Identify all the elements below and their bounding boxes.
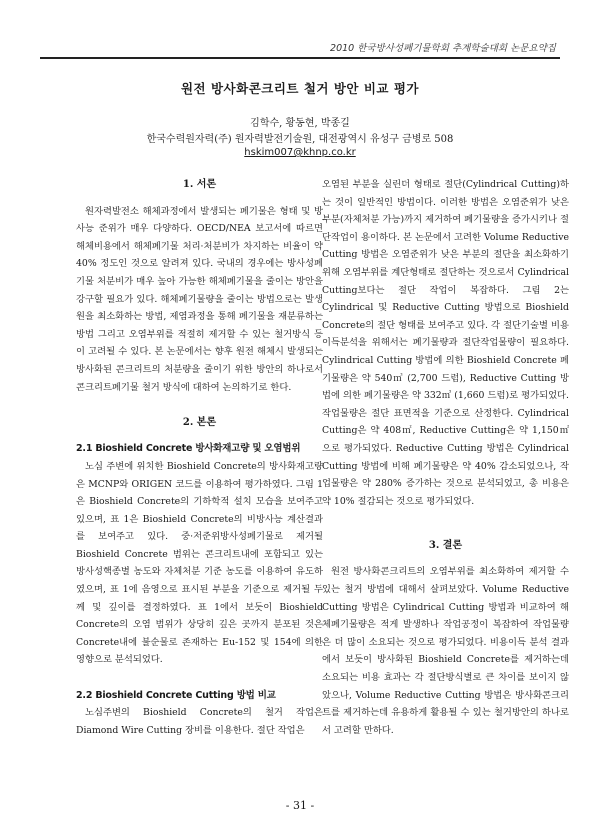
email [0, 147, 600, 158]
subsection-2-2-paragraph-start: 노심주변의 Bioshield Concrete의 철거 작업은 Diamond Wire Cutting 장비를 이용한다. 절단 작업은 [76, 707, 323, 736]
authors: 김학수, 황동현, 박종길 [250, 118, 350, 129]
left-column [76, 176, 323, 739]
body-heading: 2. 본론 [182, 416, 217, 428]
subsection-2-1-paragraph: 노심 주변에 위치한 Bioshield Concrete의 방사화재고량은 MCNP와 ORIGEN 코드를 이용하여 평가하였다. 그림 1은 Bioshield Concrete의 기하학적 설치 모습을 보여주고 있으며, 표 1은 Bioshield Concrete의 비방사능 계산결과를 보여주고 있다. 중·저준위방사성폐기물로 제거될 Bioshield Concrete 범위는 콘크리트내에 포함되고 있는 방사성핵종별 농도와 자체처분 기준 농도를 이용하여 유도하였으며, 표 1에 음영으로 표시된 부분을 기준으로 제거될 두께 및 깊이를 결정하였다. 표 1에서 보듯이 Bioshield Concrete의 오염 범위가 상당히 깊은 곳까지 분포된 것은 Concrete내에 불순물로 존재하는 Eu-152 및 154에 의한 영향으로 분석되었다. [76, 460, 323, 666]
affiliation: 한국수력원자력(주) 원자력발전기술원, 대전광역시 유성구 금병로 508 [146, 134, 454, 145]
conclusion-paragraph: 원전 방사화콘크리트의 오염부위를 최소화하여 제거할 수 있는 철거 방법에 대해서 살펴보았다. Volume Reductive Cutting 방법은 Cylindrical Cutting 방법과 비교하여 해체폐기물량은 적게 발생하나 작업공정이 복잡하여 작업물량은 더 많이 소요되는 것으로 평가되었다. 비용이득 분석 결과에서 보듯이 방사화된 Bioshield Concrete를 제거하는데 소요되는 비용 효과는 각 절단방식별로 큰 차이를 보이지 않았으나, Volume Reductive Cutting 방법은 방사화콘크리트를 제거하는데 유용하게 활용될 수 있는 철거방안의 하나로서 고려할 만하다. [322, 566, 569, 736]
paper-title: 원전 방사화콘크리트 철거 방안 비교 평가 [180, 81, 420, 96]
conference-header: 2010 한국방사성폐기물학회 추계학술대회 논문요약집 [330, 43, 556, 54]
email-link[interactable]: hskim007@khnp.co.kr [244, 147, 356, 158]
intro-paragraph: 원자력발전소 해체과정에서 발생되는 폐기물은 형태 및 방사능 준위가 매우 다양하다. OECD/NEA 보고서에 따르면 해체비용에서 해체폐기물 처리·처분비가 차지하는 비율이 약 40% 정도인 것으로 알려져 있다. 국내의 경우에는 방사성폐기물 처분비가 매우 높아 가능한 해체폐기물을 줄이는 방안을 강구할 필요가 있다. 해체폐기물량을 줄이는 방법으로는 발생원을 최소화하는 방법, 제염과정을 통해 폐기물을 재분류하는 방법 그리고 오염부위를 적절히 제거할 수 있는 철거방식 등이 고려될 수 있다. 본 논문에서는 향후 원전 해체시 발생되는 방사화된 콘크리트의 처분량을 줄이기 위한 방안의 하나로서 콘크리트폐기물 철거 방식에 대하여 논의하기로 한다. [76, 205, 323, 393]
header-rule [40, 57, 560, 59]
conclusion-heading: 3. 결론 [428, 539, 463, 551]
subsection-2-2-paragraph-continued: 오염된 부분을 실린더 형태로 절단(Cylindrical Cutting)하는 것이 일반적인 방법이다. 이러한 방법은 오염준위가 낮은 부분(자체처분 가능)까지 제거하여 폐기물량을 증가시키나 절단작업이 용이하다. 본 논문에서 고려한 Volume Reductive Cutting 방법은 오염준위가 낮은 부분의 절단을 최소화하기 위해 오염부위를 계단형태로 절단하는 것으로서 Cylindrical Cutting보다는 절단 작업이 복잡하다. 그림 2는 Cylindrical 및 Reductive Cutting 방법으로 Bioshield Concrete의 절단 형태를 보여주고 있다. 각 절단기술별 비용이득분석을 위해서는 폐기물량과 절단작업물량이 필요하다. Cylindrical Cutting 방법에 의한 Bioshield Concrete 폐기물량은 약 540㎥ (2,700 드럼), Reductive Cutting 방법에 의한 폐기물량은 약 332㎥ (1,660 드럼)로 평가되었다. 작업물량은 절단 표면적을 기준으로 산정한다. Cylindrical Cutting은 약 408㎡, Reductive Cutting은 약 1,150㎡ 으로 평가되었다. Reductive Cutting 방법은 Cylindrical Cutting 방법에 비해 폐기물량은 약 40% 감소되었으나, 작업물량은 약 280% 증가하는 것으로 분석되었고, 총 비용은 약 10% 절감되는 것으로 평가되었다. [322, 179, 569, 507]
subsection-2-1-heading: 2.1 Bioshield Concrete 방사화재고량 및 오염범위 [76, 443, 301, 455]
subsection-2-2-heading: 2.2 Bioshield Concrete Cutting 방법 비교 [76, 689, 276, 701]
page-number: - 31 - [285, 799, 315, 812]
intro-heading: 1. 서론 [182, 179, 217, 190]
right-column [322, 176, 569, 739]
